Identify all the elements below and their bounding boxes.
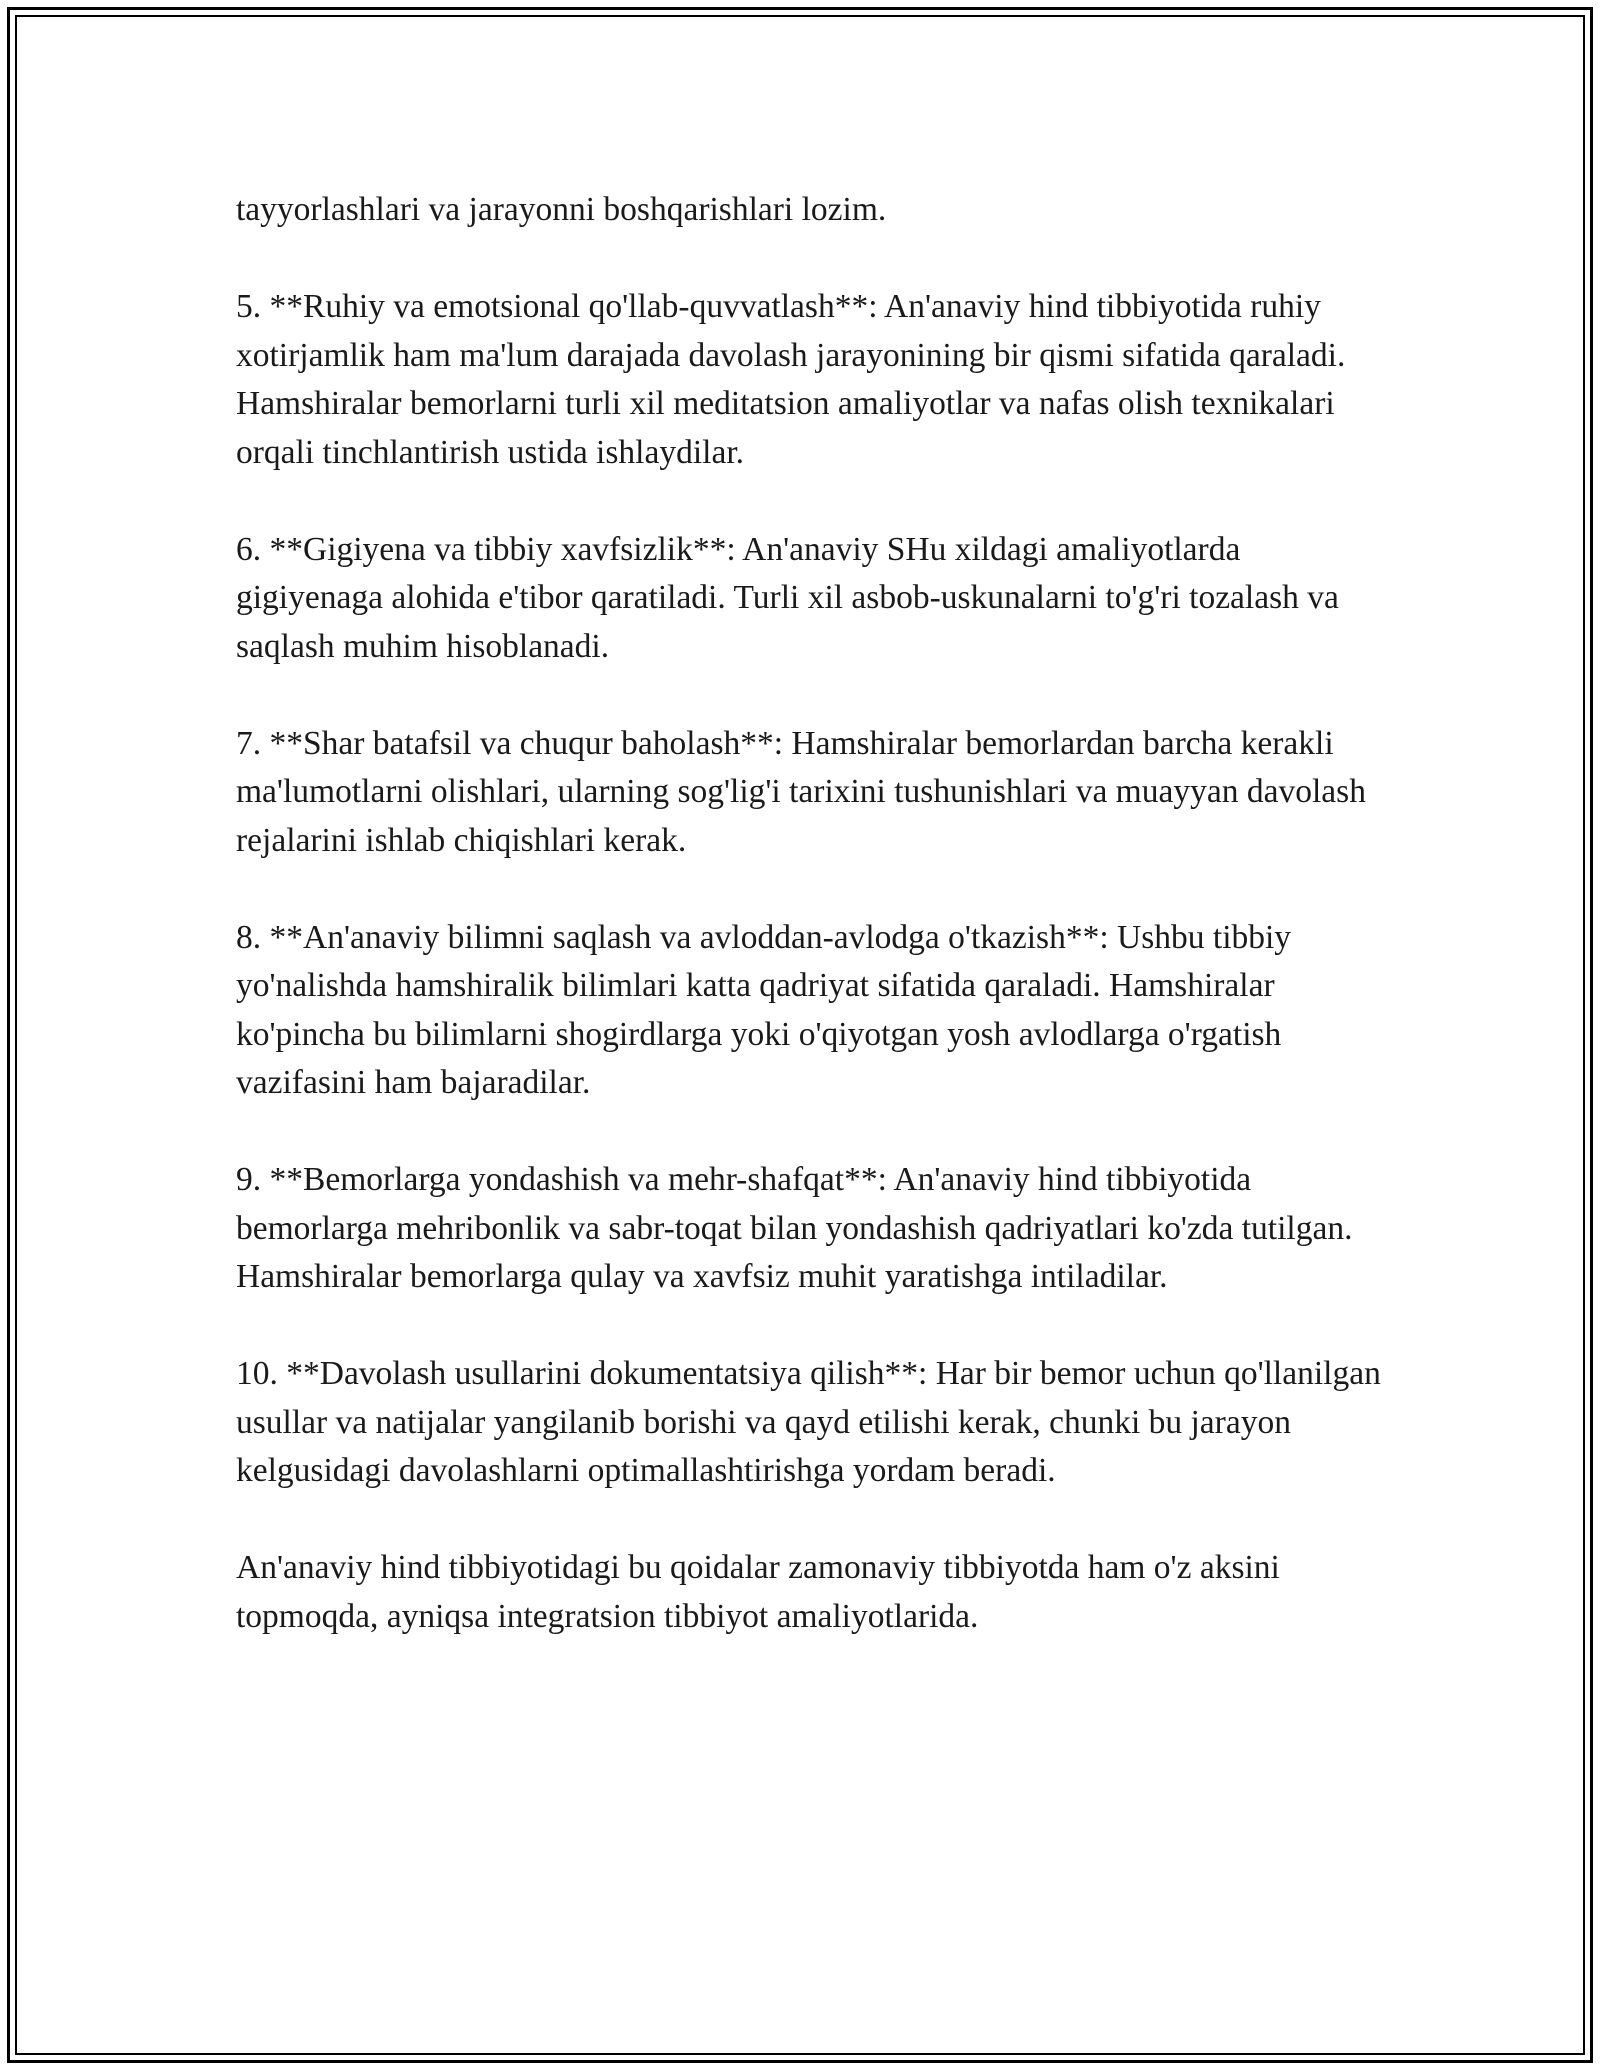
paragraph-continuation: tayyorlashlari va jarayonni boshqarishlari lozim.	[236, 191, 887, 228]
paragraph-conclusion: An'anaviy hind tibbiyotidagi bu qoidalar zamonaviy tibbiyotda ham o'z aksini topmoqda, ayniqsa integratsion tibbiyot amaliyotlarida.	[236, 1549, 1280, 1635]
paragraph-item-7: 7. **Shar batafsil va chuqur baholash**: Hamshiralar bemorlardan barcha kerakli ma'lumotlarni olishlari, ularning sog'lig'i tarixini tushunishlari va muayyan davolash rejalarini ishlab chiqishlari kerak.	[236, 724, 1366, 859]
paragraph-item-9: 9. **Bemorlarga yondashish va mehr-shafqat**: An'anaviy hind tibbiyotida bemorlarga mehribonlik va sabr-toqat bilan yondashish qadriyatlari ko'zda tutilgan. Hamshiralar bemorlarga qulay va xavfsiz muhit yaratishga intiladilar.	[236, 1161, 1353, 1295]
document-body	[236, 186, 1386, 1690]
paragraph-item-10: 10. **Davolash usullarini dokumentatsiya qilish**: Har bir bemor uchun qo'llanilgan usullar va natijalar yangilanib borishi va qayd etilishi kerak, chunki bu jarayon kelgusidagi davolashlarni optimallashtirishga yordam beradi.	[236, 1355, 1381, 1489]
paragraph-item-6: 6. **Gigiyena va tibbiy xavfsizlik**: An'anaviy SHu xildagi amaliyotlarda gigiyenaga alohida e'tibor qaratiladi. Turli xil asbob-uskunalarni to'g'ri tozalash va saqlash muhim hisoblanadi.	[236, 530, 1339, 665]
paragraph-item-8: 8. **An'anaviy bilimni saqlash va avloddan-avlodga o'tkazish**: Ushbu tibbiy yo'nalishda hamshiralik bilimlari katta qadriyat sifatida qaraladi. Hamshiralar ko'pincha bu bilimlarni shogirdlarga yoki o'qiyotgan yosh avlodlarga o'rgatish vazifasini ham bajaradilar.	[236, 918, 1292, 1101]
paragraph-item-5: 5. **Ruhiy va emotsional qo'llab-quvvatlash**: An'anaviy hind tibbiyotida ruhiy xotirjamlik ham ma'lum darajada davolash jarayonining bir qismi sifatida qaraladi. Hamshiralar bemorlarni turli xil meditatsion amaliyotlar va nafas olish texnikalari orqali tinchlantirish ustida ishlaydilar.	[236, 288, 1346, 471]
